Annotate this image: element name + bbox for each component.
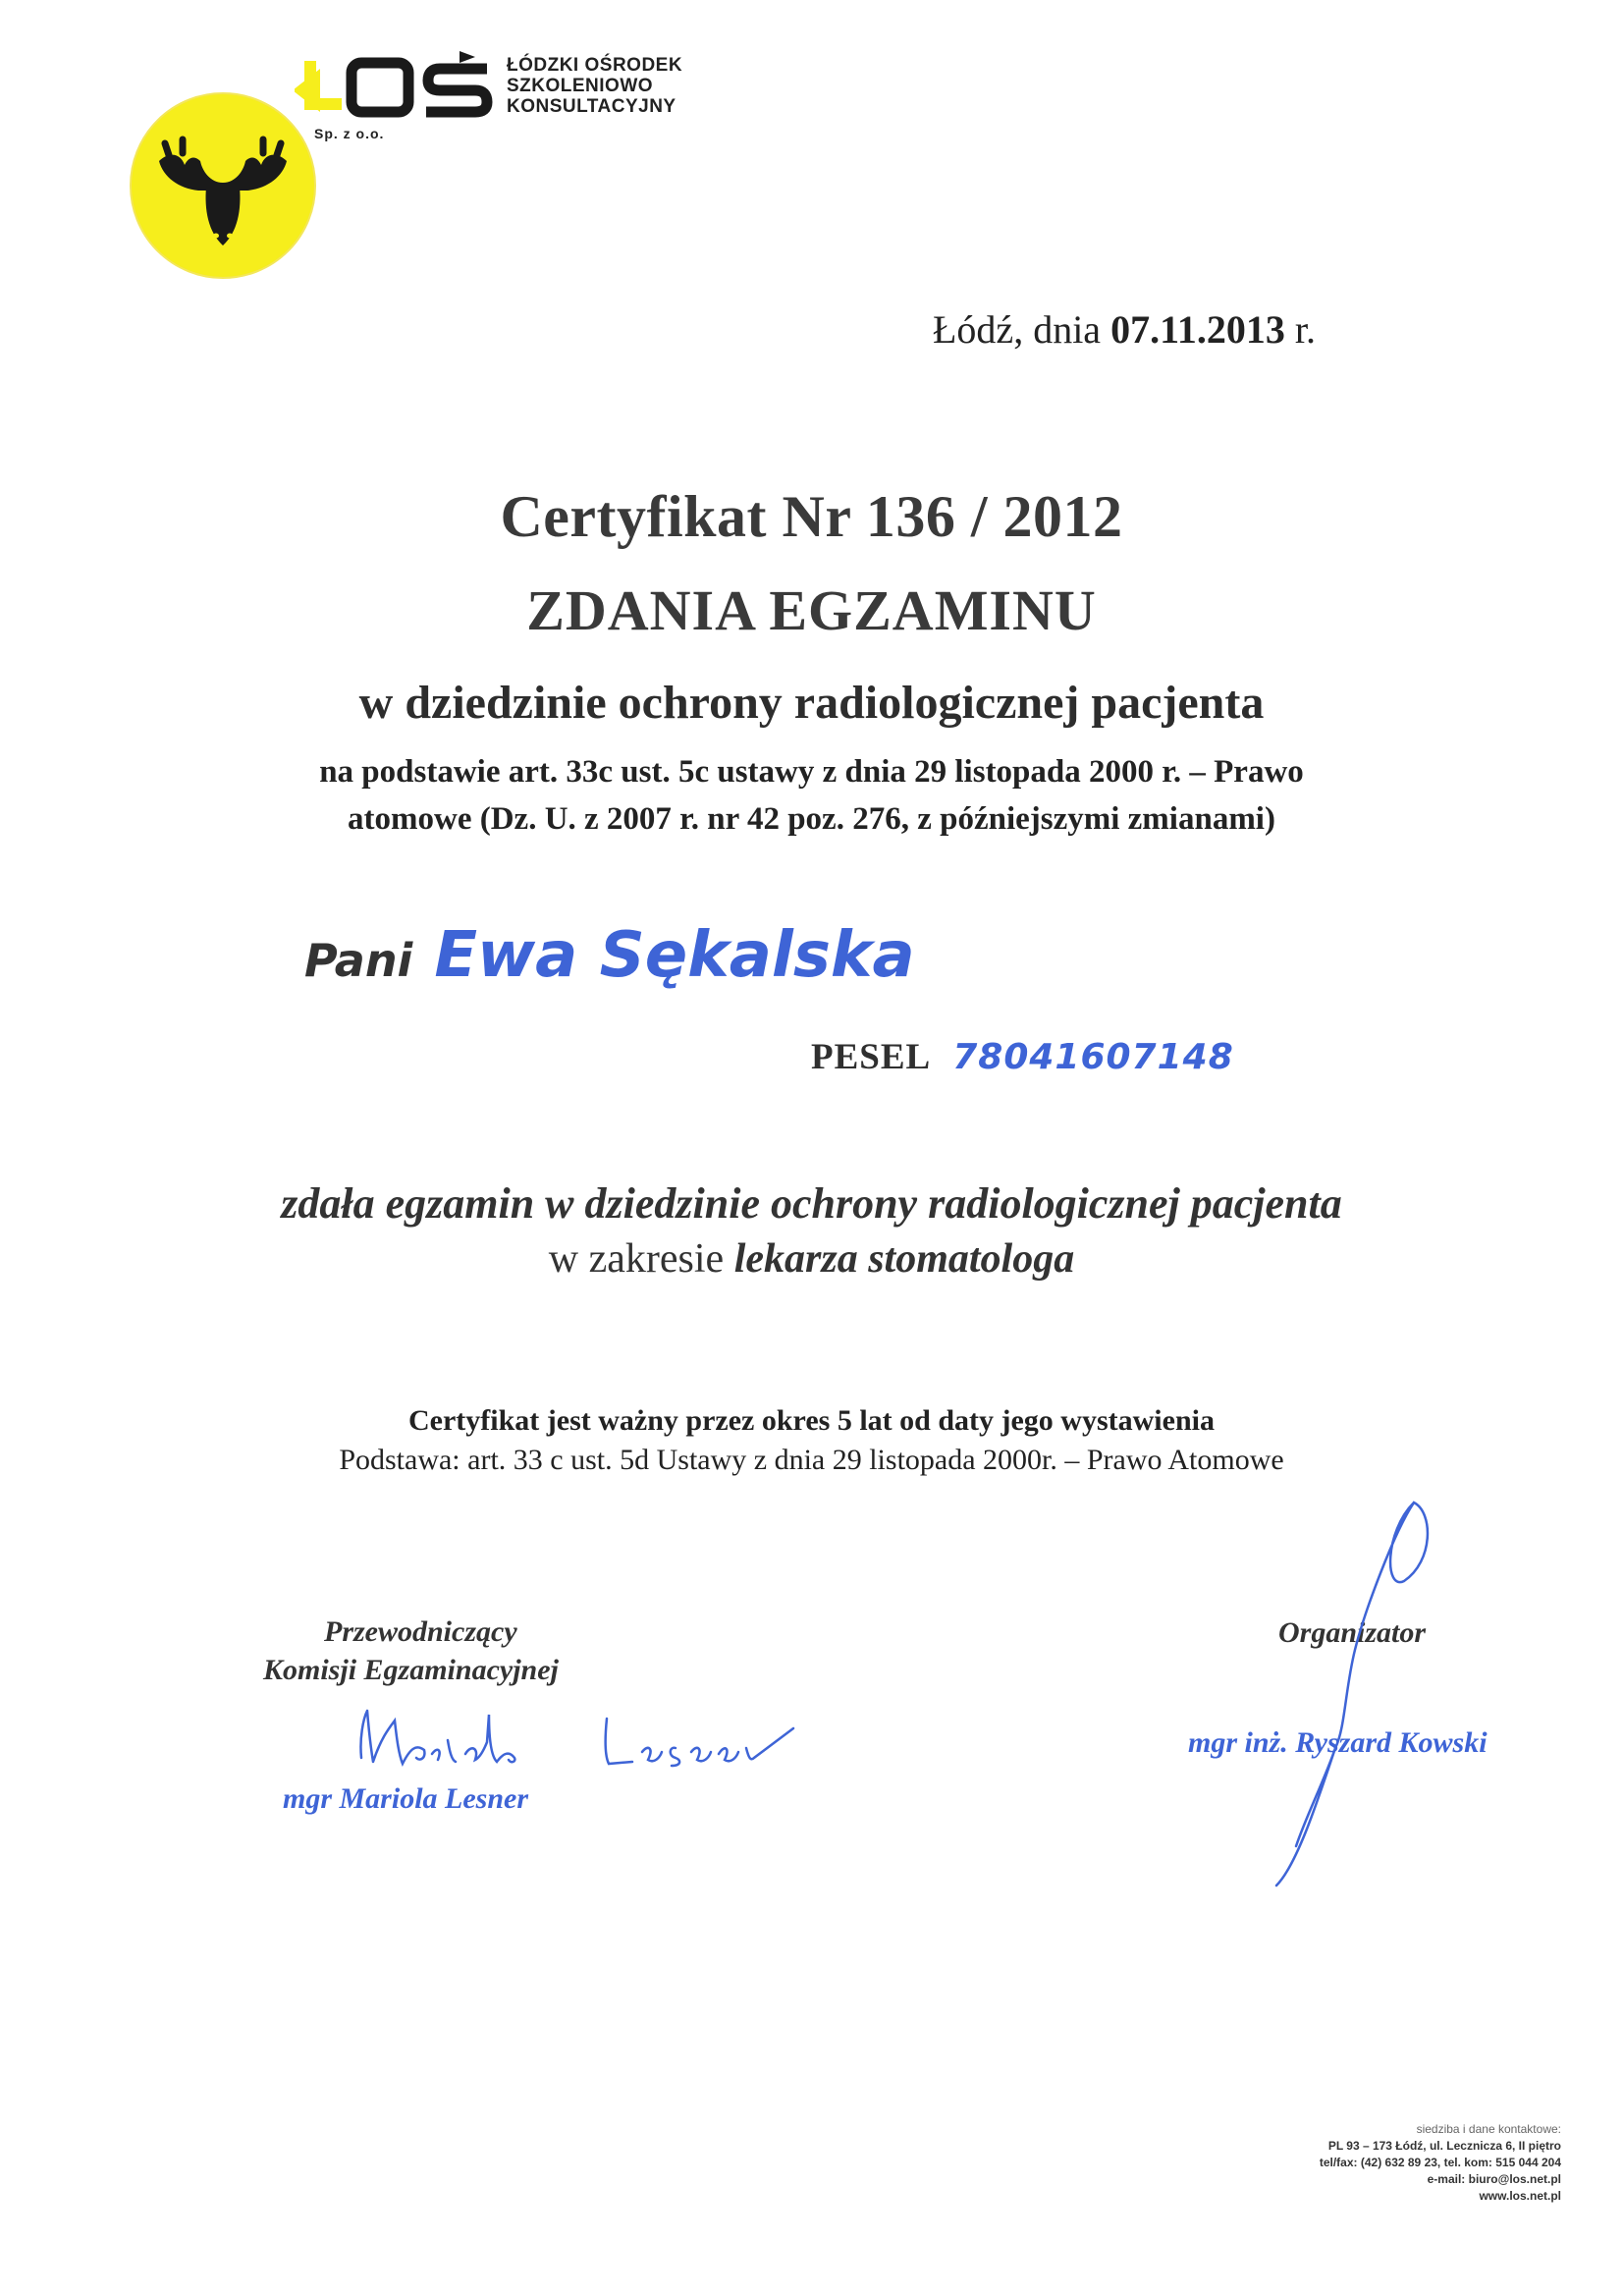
date-prefix: Łódź, dnia — [933, 307, 1102, 352]
pesel-row — [811, 1036, 1234, 1078]
pesel-value: 78041607148 — [952, 1037, 1234, 1077]
logo-company-name — [507, 55, 682, 117]
logo-legal-form: Sp. z o.o. — [314, 126, 385, 141]
chair-role: Przewodniczący — [324, 1615, 517, 1648]
organizer-role: Organizator — [1278, 1616, 1427, 1649]
legal-basis-line: na podstawie art. 33c ust. 5c ustawy z dnia 29 listopada 2000 r. – Prawo — [319, 754, 1304, 790]
chair-role: Komisji Egzaminacyjnej — [263, 1654, 559, 1686]
company-line: SZKOLENIOWO — [507, 76, 654, 96]
exam-result: zdała egzamin w dziedzinie ochrony radiologicznej pacjenta — [281, 1179, 1342, 1228]
contact-line: e-mail: biuro@los.net.pl — [1427, 2172, 1561, 2186]
recipient-title: Pani — [304, 934, 413, 987]
date-suffix: r. — [1294, 307, 1316, 352]
scope-specialty: lekarza stomatologa — [733, 1236, 1075, 1282]
certificate-title: Certyfikat Nr 136 / 2012 — [500, 484, 1123, 549]
organizer-name: mgr inż. Ryszard Kowski — [1188, 1726, 1488, 1759]
exam-scope — [0, 1235, 1623, 1283]
issue-date — [933, 306, 1316, 353]
company-line: KONSULTACYJNY — [507, 96, 676, 117]
recipient — [304, 919, 915, 992]
company-line: ŁÓDZKI OŚRODEK — [507, 55, 683, 76]
chair-handwritten-signature — [342, 1699, 813, 1787]
contact-line: www.los.net.pl — [1479, 2189, 1561, 2203]
date-value: 07.11.2013 — [1110, 307, 1285, 352]
chair-name: mgr Mariola Lesner — [283, 1782, 529, 1815]
recipient-name: Ewa Sękalska — [434, 919, 915, 992]
pesel-label: PESEL — [811, 1037, 932, 1077]
moose-icon — [130, 92, 316, 279]
certificate-domain: w dziedzinie ochrony radiologicznej pacjenta — [358, 677, 1265, 729]
contact-details — [1129, 2121, 1561, 2205]
organizer-handwritten-signature — [1237, 1493, 1463, 1905]
scope-prefix: w zakresie — [548, 1236, 725, 1282]
contact-line: tel/fax: (42) 632 89 23, tel. kom: 515 044 204 — [1319, 2156, 1561, 2169]
contact-line: PL 93 – 173 Łódź, ul. Lecznicza 6, II piętro — [1327, 2139, 1561, 2153]
contact-line: siedziba i dane kontaktowe: — [1416, 2122, 1561, 2136]
legal-basis-line: atomowe (Dz. U. z 2007 r. nr 42 poz. 276, z późniejszymi zmianami) — [348, 801, 1275, 837]
validity-basis: Podstawa: art. 33 c ust. 5d Ustawy z dnia 29 listopada 2000r. – Prawo Atomowe — [339, 1444, 1284, 1476]
los-wordmark-logo — [295, 51, 506, 128]
certificate-heading: ZDANIA EGZAMINU — [526, 578, 1097, 642]
validity-statement: Certyfikat jest ważny przez okres 5 lat od daty jego wystawienia — [408, 1404, 1215, 1437]
